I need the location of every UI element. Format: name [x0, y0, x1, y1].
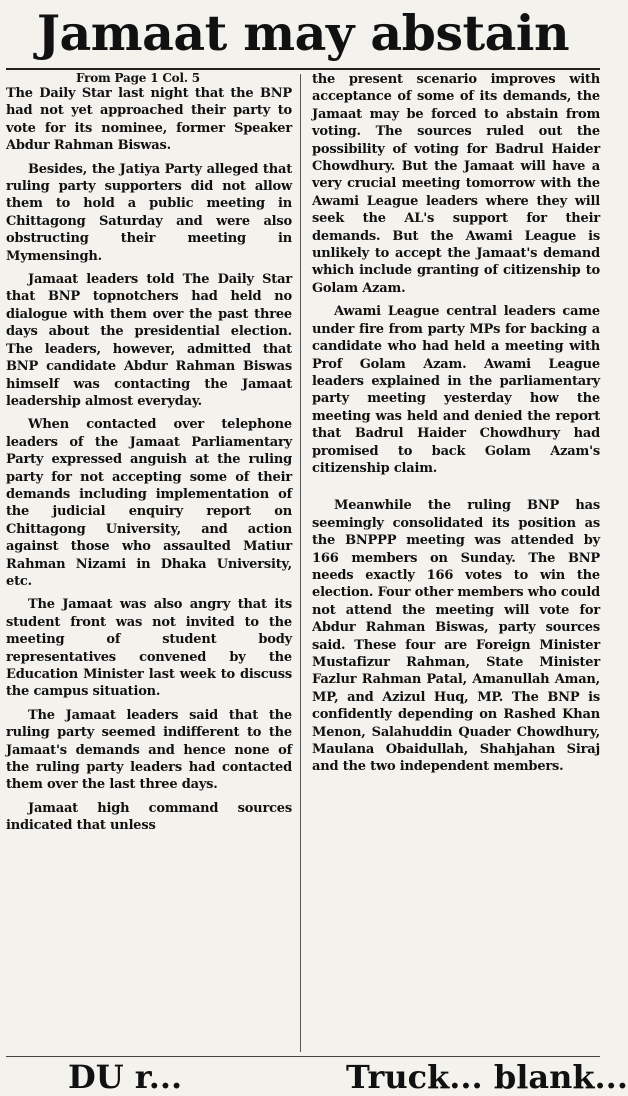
- paragraph: Jamaat high command sources indicated that unless: [6, 800, 292, 834]
- paragraph: the present scenario improves with acceptance of some of its demands, the Jamaat may be forced to abstain from voting. The sources ruled out the possibility of voting for Badrul Haider Chowdhury. But the Jamaat will have a very crucial meeting tomorrow with the Awami League leaders where they will seek the AL's support for their demands. But the Awami League is unlikely to accept the Jamaat's demand which include granting of citizenship to Golam Azam.: [312, 72, 600, 296]
- paragraph: Besides, the Jatiya Party alleged that ruling party supporters did not allow them to hold a public meeting in Chittagong Saturday and were also obstructing their meeting in Mymensingh.: [6, 161, 292, 264]
- next-headline-right: Truck... blank...: [346, 1058, 628, 1096]
- next-headline-left: DU r...: [68, 1058, 183, 1096]
- paragraph: The Daily Star last night that the BNP had not yet approached their party to vote for its nominee, former Speaker Abdur Rahman Biswas.: [6, 86, 292, 154]
- section-divider: [6, 1056, 600, 1057]
- article-headline: Jamaat may abstain: [36, 4, 570, 62]
- article-column-right: [312, 71, 600, 782]
- paragraph: Jamaat leaders told The Daily Star that BNP topnotchers had held no dialogue with them over the past three days about the presidential election. The leaders, however, admitted that BNP candidate Abdur Rahman Biswas himself was contacting the Jamaat leadership almost everyday.: [6, 272, 292, 409]
- paragraph: When contacted over telephone leaders of the Jamaat Parliamentary Party expressed anguish at the ruling party for not accepting some of their demands including implementation of the judicial enquiry report on Chittagong University, and action against those who assaulted Matiur Rahman Nizami in Dhaka University, etc.: [6, 417, 292, 589]
- paragraph: Awami League central leaders came under fire from party MPs for backing a candidate who had held a meeting with Prof Golam Azam. Awami League leaders explained in the parliamentary party meeting yesterday how the meeting was held and denied the report that Badrul Haider Chowdhury had promised to back Golam Azam's citizenship claim.: [312, 304, 600, 476]
- continued-from-label: From Page 1 Col. 5: [76, 71, 200, 85]
- paragraph: Meanwhile the ruling BNP has seemingly consolidated its position as the BNPPP meeting was attended by 166 members on Sunday. The BNP needs exactly 166 votes to win the election. Four other members who could not attend the meeting will vote for Abdur Rahman Biswas, party sources said. These four are Foreign Minister Mustafizur Rahman, State Minister Fazlur Rahman Patal, Amanullah Aman, MP, and Azizul Huq, MP. The BNP is confidently depending on Rashed Khan Menon, Salahuddin Quader Chowdhury, Maulana Obaidullah, Shahjahan Siraj and the two independent members.: [312, 498, 600, 775]
- article-column-left: [6, 71, 292, 841]
- paragraph: The Jamaat was also angry that its student front was not invited to the meeting of student body representatives convened by the Education Minister last week to discuss the campus situation.: [6, 597, 292, 700]
- paragraph: The Jamaat leaders said that the ruling party seemed indifferent to the Jamaat's demands and hence none of the ruling party leaders had contacted them over the last three days.: [6, 707, 292, 793]
- column-divider: [300, 74, 301, 1052]
- headline-rule: [6, 68, 600, 70]
